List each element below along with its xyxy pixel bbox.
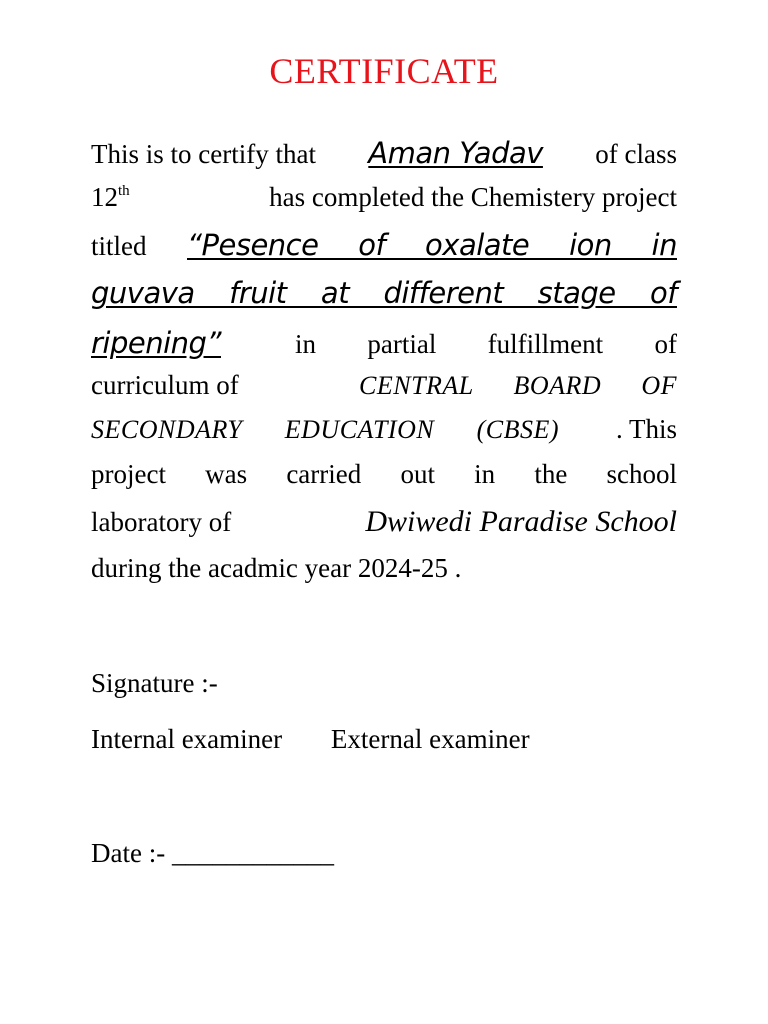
class-number: 12th (91, 182, 130, 212)
internal-examiner: Internal examiner (91, 724, 283, 754)
text-project-carried: project was carried out in the school (91, 459, 677, 489)
text-of-class: of class (595, 139, 677, 169)
text-this: . This (615, 414, 677, 444)
student-name: Aman Yadav (368, 136, 543, 170)
line-6 (91, 370, 677, 414)
school-name: Dwiwedi Paradise School (365, 505, 677, 538)
project-title-2: guvava fruit at different stage of (91, 276, 677, 310)
line-10 (91, 553, 677, 597)
examiner-row (91, 724, 530, 755)
line-7 (91, 414, 677, 458)
text-partial: in partial fulfillment of (295, 329, 677, 359)
board-name-2: SECONDARY EDUCATION (CBSE) (91, 415, 559, 444)
project-title-1: “Pesence of oxalate ion in (187, 228, 677, 262)
line-8 (91, 459, 677, 503)
project-title-3: ripening” (91, 326, 221, 360)
text-laboratory: laboratory of (91, 507, 232, 537)
date-blank: ____________ (171, 838, 334, 868)
line-1 (91, 136, 677, 180)
line-2 (91, 182, 677, 226)
text-academic-year: during the acadmic year 2024-25 . (91, 553, 462, 583)
text-completed: has completed the Chemistery project (269, 182, 677, 212)
date-row (91, 838, 334, 869)
date-label: Date :- (91, 838, 166, 868)
text-titled: titled (91, 231, 147, 261)
board-name-1: CENTRAL BOARD OF (359, 371, 677, 400)
signature-label: Signature :- (91, 668, 218, 698)
text-certify: This is to certify that (91, 139, 316, 169)
line-5 (91, 326, 677, 370)
certificate-title: CERTIFICATE (269, 51, 499, 91)
line-4 (91, 276, 677, 320)
external-examiner: External examiner (330, 724, 530, 754)
text-curriculum: curriculum of (91, 370, 239, 400)
line-9 (91, 505, 677, 549)
line-3 (91, 228, 677, 272)
